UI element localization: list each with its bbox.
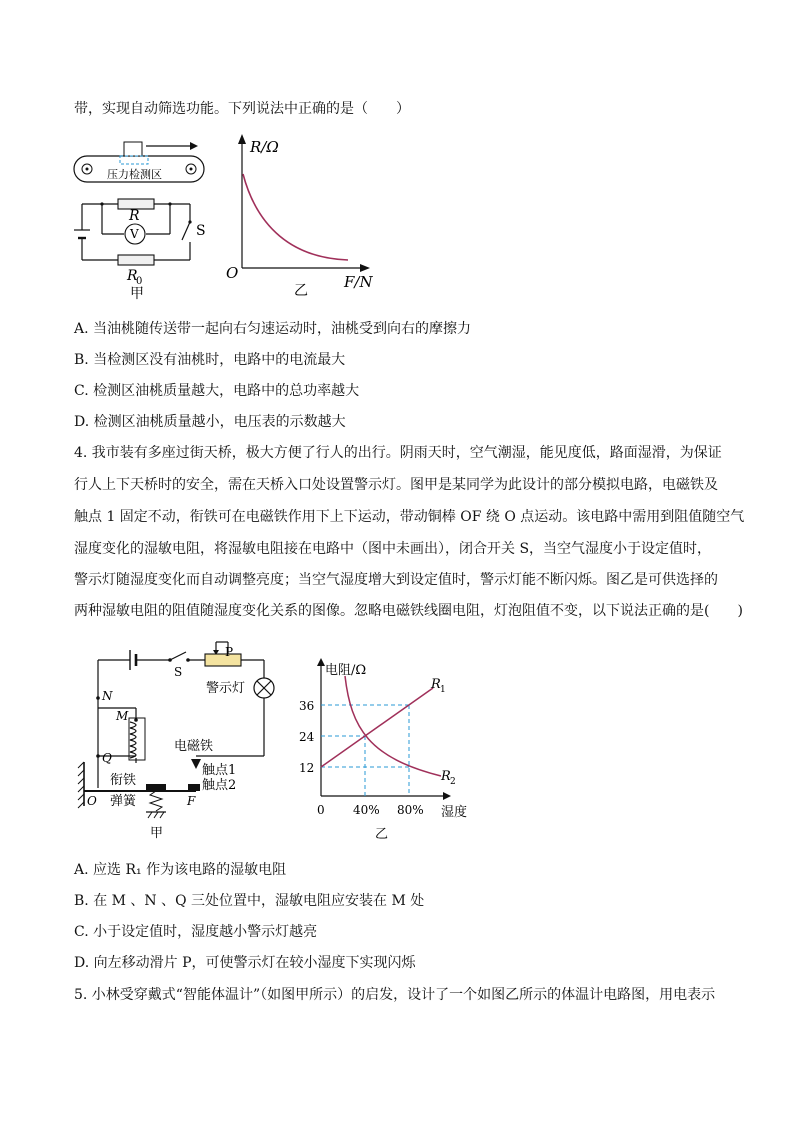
- label-R0: R: [127, 268, 138, 284]
- q4-stem-line-2: 行人上下天桥时的安全，需在天桥入口处设置警示灯。图甲是某同学为此设计的部分模拟电路，电磁铁及: [74, 477, 718, 493]
- label-lamp: 警示灯: [206, 681, 246, 696]
- xtick-80: 80%: [397, 803, 424, 817]
- label-R0-sub: 0: [136, 276, 143, 287]
- label-O: O: [87, 794, 97, 808]
- graph-origin: O: [226, 264, 239, 282]
- label-Q: Q: [102, 751, 112, 765]
- belt-label: 压力检测区: [107, 168, 162, 181]
- q5-stem-line-1: 5. 小林受穿戴式“智能体温计”（如图甲所示）的启发，设计了一个如图乙所示的体温计电路图，用电表示: [74, 987, 716, 1003]
- label-S: S: [196, 223, 206, 239]
- xtick-40: 40%: [353, 803, 380, 817]
- q4-stem-line-3: 触点 1 固定不动，衔铁可在电磁铁作用下上下运动，带动铜棒 OF 绕 O 点运动。该电路中需用到阻值随空气: [74, 509, 745, 525]
- q4-option-b: B. 在 M 、N 、Q 三处位置中，湿敏电阻应安装在 M 处: [74, 893, 425, 909]
- label-N: N: [102, 689, 113, 703]
- q4-option-c: C. 小于设定值时，湿度越小警示灯越亮: [74, 924, 318, 940]
- graph2-xlabel: 湿度: [441, 805, 468, 820]
- graph2-ylabel: 电阻/Ω: [325, 663, 367, 678]
- resistance-curve: [243, 174, 348, 260]
- label-R2: R: [441, 769, 451, 784]
- resistor-R0: [118, 255, 154, 265]
- figure-1-circuit: [72, 132, 222, 302]
- label-contact-1: 触点1: [202, 763, 237, 778]
- xtick-0: 0: [317, 803, 325, 817]
- contact-1: [191, 759, 201, 769]
- label-M: M: [116, 709, 129, 723]
- caption-jia-1: 甲: [130, 286, 144, 302]
- figure-1-graph: [222, 132, 382, 300]
- label-V: V: [130, 227, 139, 241]
- q4-option-a: A. 应选 R₁ 作为该电路的湿敏电阻: [74, 862, 287, 878]
- label-R2-sub: 2: [450, 777, 456, 787]
- ytick-24: 24: [299, 730, 315, 744]
- q3-option-c: C. 检测区油桃质量越大，电路中的总功率越大: [74, 383, 360, 399]
- label-F: F: [187, 794, 196, 808]
- ytick-36: 36: [299, 699, 315, 713]
- q3-option-d: D. 检测区油桃质量越小，电压表的示数越大: [74, 414, 346, 430]
- contact-2: [188, 784, 200, 791]
- label-armature: 衔铁: [110, 773, 137, 788]
- label-R1-sub: 1: [440, 685, 446, 695]
- label-magnet: 电磁铁: [174, 739, 214, 754]
- graph-xlabel: F/N: [344, 273, 373, 291]
- figure-2-circuit: [70, 638, 285, 843]
- q3-option-a: A. 当油桃随传送带一起向右匀速运动时，油桃受到向右的摩擦力: [74, 321, 472, 337]
- q4-stem-line-4: 湿度变化的湿敏电阻，将湿敏电阻接在电路中（图中未画出），闭合开关 S，当空气湿度小于设定值时，: [74, 541, 712, 557]
- label-S-2: S: [174, 665, 183, 679]
- q3-option-b: B. 当检测区没有油桃时，电路中的电流最大: [74, 352, 346, 368]
- label-contact-2: 触点2: [202, 778, 237, 793]
- q4-stem-line-5: 警示灯随湿度变化而自动调整亮度；当空气湿度增大到设定值时，警示灯能不断闪烁。图乙是可供选择的: [74, 572, 718, 588]
- caption-yi-2: 乙: [375, 827, 389, 842]
- graph-ylabel: R/Ω: [250, 138, 279, 156]
- label-R1: R: [431, 677, 441, 692]
- guide-lines: [321, 705, 409, 796]
- rheostat: [205, 654, 241, 666]
- curve-R1: [321, 688, 433, 767]
- label-P: P: [225, 645, 234, 659]
- label-R: R: [129, 208, 140, 224]
- q4-stem-line-1: 4. 我市装有多座过街天桥，极大方便了行人的出行。阴雨天时，空气潮湿，能见度低，路面湿滑，为保证: [74, 445, 722, 461]
- q4-option-d: D. 向左移动滑片 P，可使警示灯在较小湿度下实现闪烁: [74, 955, 416, 971]
- conveyor-belt: [74, 142, 204, 182]
- armature: [146, 784, 166, 791]
- q4-stem-line-6: 两种湿敏电阻的阻值随湿度变化关系的图像。忽略电磁铁线圈电阻，灯泡阻值不变，以下说法正确的是( ): [74, 603, 743, 619]
- caption-jia-2: 甲: [150, 826, 164, 841]
- curve-R2: [345, 676, 441, 776]
- label-spring: 弹簧: [110, 794, 137, 809]
- spring-icon: [150, 791, 162, 811]
- ytick-12: 12: [299, 761, 315, 775]
- question-3-stem-end: 带，实现自动筛选功能。下列说法中正确的是（ ）: [74, 101, 410, 117]
- figure-2-graph: [295, 658, 485, 843]
- caption-yi-1: 乙: [294, 283, 308, 299]
